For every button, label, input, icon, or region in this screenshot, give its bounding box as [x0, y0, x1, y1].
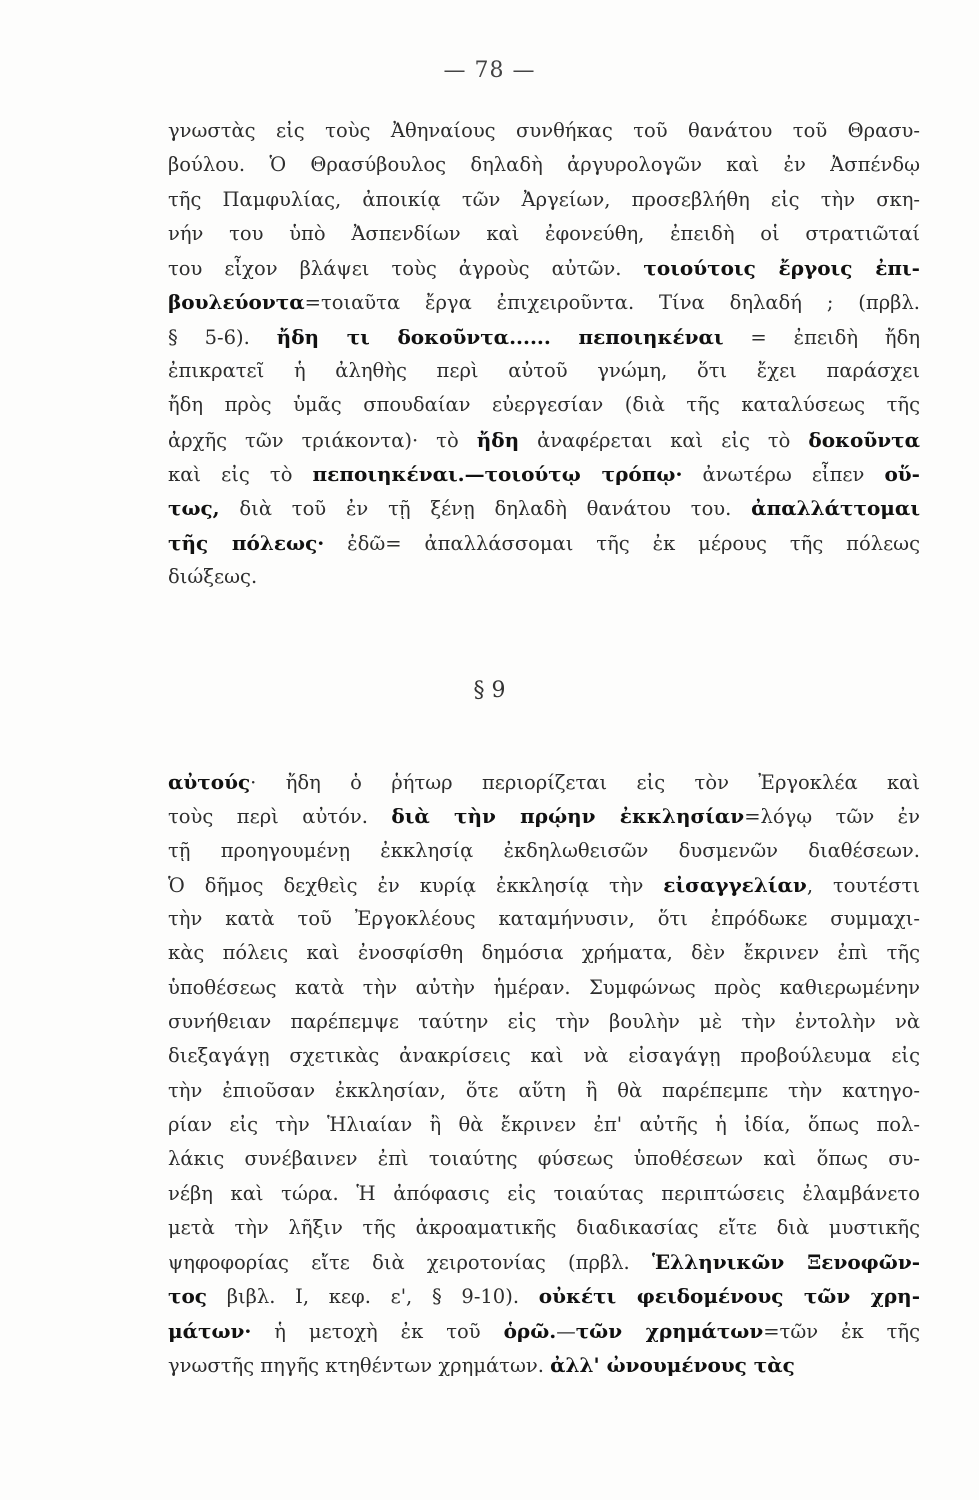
text-line — [168, 799, 920, 833]
text-run: συνήθειαν παρέπεμψε ταύτην εἰς τὴν βουλὴν μὲ τὴν ἐντολὴν νὰ — [168, 1010, 920, 1034]
text-run: λάκις συνέβαινεν ἐπὶ τοιαύτης φύσεως ὑποθέσεων καὶ ὅπως συ- — [168, 1147, 920, 1171]
text-line — [168, 526, 920, 560]
text-line — [168, 971, 920, 1005]
text-run: ἀνωτέρω εἶπεν — [682, 462, 885, 486]
bold-lemma: εἰσαγγελίαν — [663, 872, 807, 897]
text-line — [168, 902, 920, 936]
text-line — [168, 834, 920, 868]
text-run: βιβλ. I, κεφ. ε', § 9-10). — [206, 1285, 539, 1309]
text-line — [168, 320, 920, 354]
paragraph-commentary-8 — [168, 114, 920, 594]
text-line — [168, 148, 920, 182]
text-line — [168, 1245, 920, 1279]
text-line — [168, 217, 920, 251]
text-line — [168, 1177, 920, 1211]
text-run: τὴν ἐπιοῦσαν ἐκκλησίαν, ὅτε αὕτη ἢ θὰ παρέπεμπε τὴν κατηγο- — [168, 1078, 920, 1102]
text-run: , τουτέστι — [806, 873, 920, 897]
text-line — [168, 560, 920, 594]
text-line — [168, 1039, 920, 1073]
text-line — [168, 388, 920, 422]
text-line — [168, 423, 920, 457]
text-run: ρίαν εἰς τὴν Ἡλιαίαν ἢ θὰ ἔκρινεν ἐπ' αὐτῆς ἡ ἰδία, ὅπως πολ- — [168, 1112, 920, 1136]
bold-lemma: ὁρῶ. — [503, 1318, 557, 1343]
text-line — [168, 1005, 920, 1039]
text-run: κὰς πόλεις καὶ ἐνοσφίσθη δημόσια χρήματα, δὲν ἔκρινεν ἐπὶ τῆς — [168, 941, 920, 965]
text-line — [168, 285, 920, 319]
text-run: § 5-6). — [168, 325, 277, 349]
text-run: μετὰ τὴν λῆξιν τῆς ἀκροαματικῆς διαδικασίας εἴτε διὰ μυστικῆς — [168, 1215, 920, 1239]
bold-lemma: μάτων· — [168, 1318, 252, 1343]
text-run: διώξεως. — [168, 564, 258, 588]
bold-lemma: τος — [168, 1284, 207, 1309]
text-run: καὶ εἰς τὸ — [168, 462, 313, 486]
paragraph-commentary-9 — [168, 765, 920, 1382]
bold-lemma: οὐκέτι φειδομένους τῶν χρη- — [538, 1284, 920, 1309]
text-run: τὴν κατὰ τοῦ Ἐργοκλέους καταμήνυσιν, ὅτι ἐπρόδωκε συμμαχι- — [168, 907, 920, 931]
text-line — [168, 491, 920, 525]
text-line — [168, 1142, 920, 1176]
text-run: · ἤδη ὁ ῥήτωρ περιορίζεται εἰς τὸν Ἐργοκλέα καὶ — [250, 771, 920, 794]
text-run: ἤδη πρὸς ὑμᾶς σπουδαίαν εὐεργεσίαν (διὰ τῆς καταλύσεως τῆς — [168, 393, 920, 417]
bold-lemma: πεποιηκέναι.—τοιούτῳ τρόπῳ· — [312, 461, 683, 486]
text-line — [168, 251, 920, 285]
bold-lemma: οὕ- — [884, 461, 920, 486]
bold-lemma: ἤδη τι δοκοῦντα...... πεποιηκέναι — [276, 324, 724, 349]
text-line — [168, 1211, 920, 1245]
text-line — [168, 1279, 920, 1313]
bold-lemma: ἀλλ' ὠνουμένους τὰς — [550, 1353, 795, 1378]
text-run: ἀναφέρεται καὶ εἰς τὸ — [519, 428, 809, 452]
bold-lemma: βουλεύοντα — [168, 290, 305, 315]
text-run: βούλου. Ὁ Θρασύβουλος δηλαδὴ ἀργυρολογῶν καὶ ἐν Ἀσπένδῳ — [168, 153, 920, 177]
section-heading: § 9 — [473, 678, 506, 703]
text-run: τῇ προηγουμένῃ ἐκκλησίᾳ ἐκδηλωθεισῶν δυσμενῶν διαθέσεων. — [168, 838, 920, 862]
text-line — [168, 936, 920, 970]
text-line — [168, 868, 920, 902]
bold-lemma: τῆς πόλεως· — [168, 530, 325, 555]
text-run: =τῶν ἐκ τῆς — [763, 1319, 920, 1343]
text-run: =λόγῳ τῶν ἐν — [744, 805, 920, 829]
bold-lemma: τοιούτοις ἔργοις ἐπι- — [643, 256, 920, 281]
text-run: διεξαγάγῃ σχετικὰς ἀνακρίσεις καὶ νὰ εἰσαγάγῃ προβούλευμα εἰς — [168, 1044, 920, 1068]
text-run: ψηφοφορίας εἴτε διὰ χειροτονίας (πρβλ. — [168, 1251, 652, 1275]
text-run: Ὁ δῆμος δεχθεὶς ἐν κυρίᾳ ἐκκλησίᾳ τὴν — [168, 873, 664, 897]
text-run: τῆς Παμφυλίας, ἀποικίᾳ τῶν Ἀργείων, προσεβλήθη εἰς τὴν σκη- — [168, 187, 920, 211]
text-run: ἐπικρατεῖ ἡ ἀληθὴς περὶ αὐτοῦ γνώμη, ὅτι ἔχει παράσχει — [168, 359, 920, 383]
bold-lemma: Ἑλληνικῶν Ξενοφῶν- — [652, 1250, 921, 1275]
text-line — [168, 183, 920, 217]
bold-lemma: τως, — [168, 496, 220, 521]
bold-lemma: ἀπαλλάττομαι — [751, 496, 920, 521]
text-run: του εἶχον βλάψει τοὺς ἀγροὺς αὐτῶν. — [168, 257, 644, 281]
page-number: — 78 — — [443, 58, 536, 83]
bold-lemma: δοκοῦντα — [808, 427, 920, 452]
text-run: =τοιαῦτα ἔργα ἐπιχειροῦντα. Τίνα δηλαδή ; (πρβλ. — [304, 291, 920, 315]
text-run: — — [556, 1319, 576, 1343]
text-run: = ἐπειδὴ ἤδη — [723, 325, 921, 349]
text-line — [168, 765, 920, 799]
text-run: ἀρχῆς τῶν τριάκοντα)· τὸ — [168, 428, 477, 452]
text-run: ἡ μετοχὴ ἐκ τοῦ — [251, 1319, 504, 1343]
text-run: νήν του ὑπὸ Ἀσπενδίων καὶ ἐφονεύθη, ἐπειδὴ οἱ στρατιῶταί — [168, 221, 920, 245]
text-run: γνωστὰς εἰς τοὺς Ἀθηναίους συνθήκας τοῦ θανάτου τοῦ Θρασυ- — [168, 119, 920, 142]
text-run: ὑποθέσεως κατὰ τὴν αὐτὴν ἡμέραν. Συμφώνως πρὸς καθιερωμένην — [168, 975, 920, 999]
text-line — [168, 1314, 920, 1348]
bold-lemma: διὰ τὴν πρῴην ἐκκλησίαν — [391, 804, 745, 829]
text-line — [168, 457, 920, 491]
text-line — [168, 1074, 920, 1108]
text-run: ἐδῶ= ἀπαλλάσσομαι τῆς ἐκ μέρους τῆς πόλεως — [324, 531, 920, 555]
text-line — [168, 1348, 920, 1382]
bold-lemma: τῶν χρημάτων — [575, 1318, 764, 1343]
text-line — [168, 1108, 920, 1142]
bold-lemma: ἤδη — [476, 427, 520, 452]
text-run: τοὺς περὶ αὐτόν. — [168, 805, 392, 829]
text-line — [168, 114, 920, 148]
text-run: νέβη καὶ τώρα. Ἡ ἀπόφασις εἰς τοιαύτας περιπτώσεις ἐλαμβάνετο — [168, 1181, 920, 1205]
text-line — [168, 354, 920, 388]
bold-lemma: αὐτούς — [168, 770, 251, 794]
text-run: διὰ τοῦ ἐν τῇ ξένῃ δηλαδὴ θανάτου του. — [219, 497, 752, 521]
text-run: γνωστῆς πηγῆς κτηθέντων χρημάτων. — [168, 1354, 551, 1378]
